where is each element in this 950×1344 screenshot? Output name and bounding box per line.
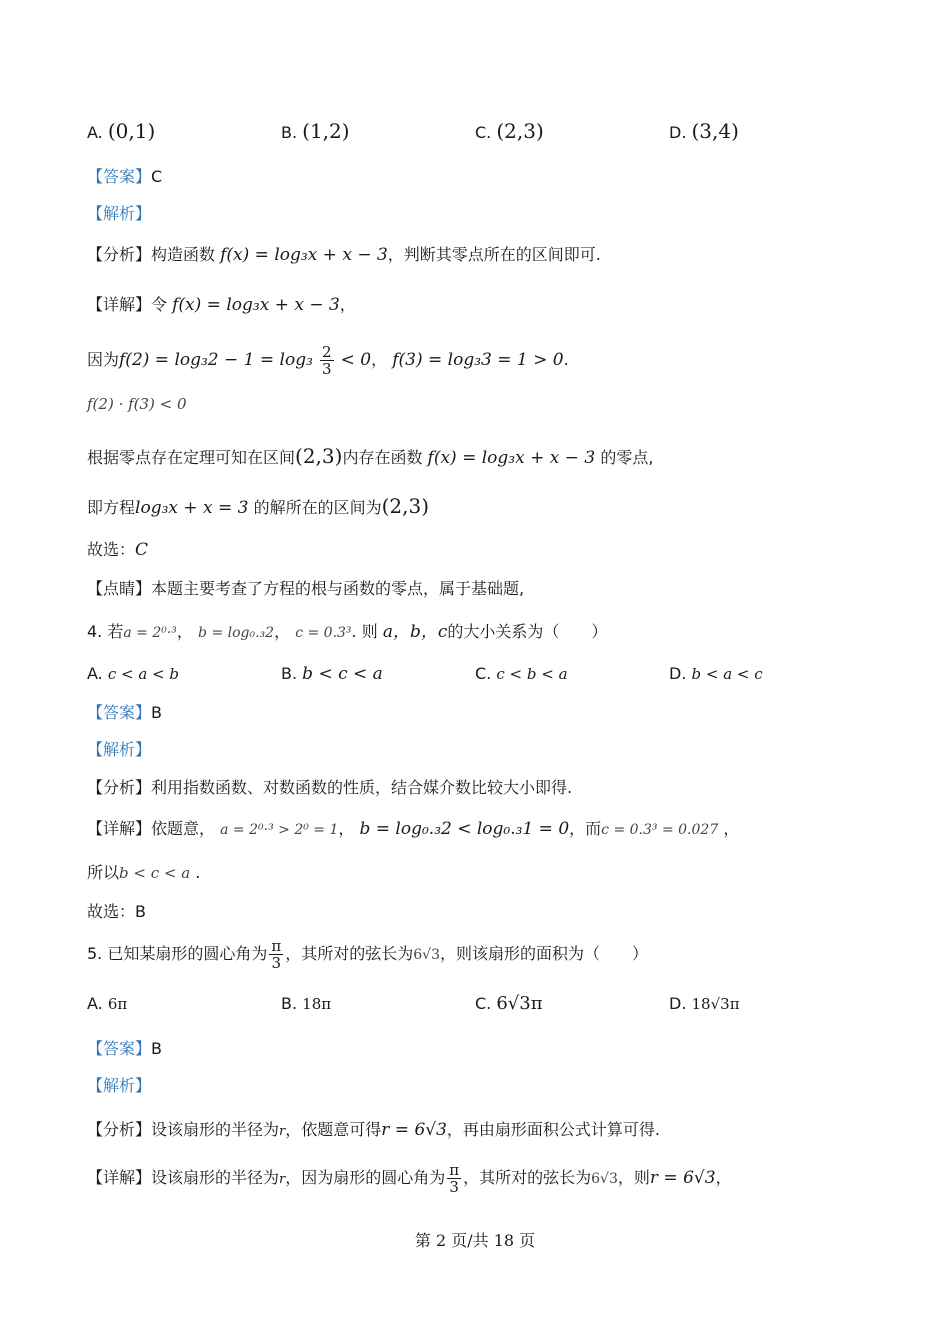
text: ，因为扇形的圆心角为 <box>285 1168 446 1187</box>
answer-value: C <box>151 167 163 186</box>
q5-option-d <box>669 993 740 1015</box>
q5-option-b <box>281 993 331 1015</box>
text: ，其所对的弦长为 <box>463 1168 592 1187</box>
text: . <box>195 863 201 882</box>
text: . <box>563 350 569 369</box>
analysis-tag: 【解析】 <box>87 1076 152 1095</box>
math-expression: a = 2⁰·³ > 2⁰ = 1 <box>220 822 339 838</box>
math-expression: 6√3 <box>413 947 440 963</box>
q4-option-c <box>475 663 568 685</box>
text: ，而 <box>569 819 602 838</box>
option-letter: A. <box>87 664 103 683</box>
option-value: (1,2) <box>302 119 350 143</box>
q3-option-b <box>281 120 350 144</box>
math-expression: f(x) = log₃x + x − 3 <box>220 245 388 265</box>
text: ， <box>723 819 740 838</box>
answer-value: B <box>151 703 162 722</box>
math-expression: r <box>279 1172 286 1187</box>
text: ，依题意可得 <box>285 1120 382 1139</box>
q3-theorem <box>87 445 653 469</box>
page-footer: 第 2 页/共 18 页 <box>414 1231 536 1250</box>
text: 根据零点存在定理可知在区间 <box>87 448 296 467</box>
text: 依题意， <box>151 819 216 838</box>
fenxi-tag: 【分析】 <box>87 778 152 797</box>
detail-tag: 【详解】 <box>87 295 152 314</box>
numerator: 2 <box>322 343 332 361</box>
analysis-tag: 【解析】 <box>87 740 152 759</box>
q3-option-c <box>475 120 544 144</box>
q3-option-a <box>87 120 155 144</box>
option-letter: A. <box>87 994 103 1013</box>
q3-comment <box>87 578 524 600</box>
option-letter: D. <box>669 994 687 1013</box>
option-letter: B. <box>281 994 298 1013</box>
denominator: 3 <box>271 954 282 972</box>
text: 故选： <box>87 540 136 559</box>
answer-tag: 【答案】 <box>87 167 152 186</box>
text: 构造函数 <box>151 245 216 264</box>
text: ，其所对的弦长为 <box>285 944 414 963</box>
option-value: 6π <box>107 995 128 1013</box>
text: 的大小关系为（ ） <box>447 622 608 641</box>
text: ，则 <box>617 1168 650 1187</box>
math-expression: b < c < a <box>119 864 191 882</box>
option-letter: B. <box>281 123 298 142</box>
fraction <box>320 344 334 377</box>
math-expression: f(3) = log₃3 = 1 > 0 <box>392 350 564 370</box>
option-value: (2,3) <box>496 119 544 143</box>
option-letter: A. <box>87 123 103 142</box>
fenxi-tag: 【分析】 <box>87 1120 152 1139</box>
option-letter: B. <box>281 664 298 683</box>
math-expression: f(x) = log₃x + x − 3 <box>172 295 340 315</box>
q3-equation <box>87 495 429 519</box>
denominator: 3 <box>322 360 332 378</box>
math-expression: f(x) = log₃x + x − 3 <box>427 448 596 468</box>
math-expression: r <box>279 1124 286 1139</box>
text: 因为 <box>87 350 120 369</box>
text: 的零点, <box>600 448 654 467</box>
numerator: π <box>449 1161 460 1179</box>
q5-detail <box>87 1158 732 1200</box>
q4-option-d <box>669 663 763 685</box>
detail-tag: 【详解】 <box>87 1168 152 1187</box>
math-expression: f(2) · f(3) < 0 <box>87 395 187 413</box>
answer-tag: 【答案】 <box>87 1039 152 1058</box>
q5-option-a <box>87 993 127 1015</box>
answer-tag: 【答案】 <box>87 703 152 722</box>
option-value: c < a < b <box>107 665 179 683</box>
text: ， <box>339 295 356 314</box>
math-expression: 6√3 <box>591 1171 618 1187</box>
option-value: b < a < c <box>691 665 763 683</box>
text: 内存在函数 <box>342 448 423 467</box>
text: ， <box>274 622 291 641</box>
math-expression: b = log₀.₃2 < log₀.₃1 = 0 <box>359 819 570 839</box>
q5-option-c <box>475 993 543 1015</box>
q4-fenxi <box>87 777 572 799</box>
math-expression: C <box>135 540 149 560</box>
math-interval: (2,3) <box>295 444 343 468</box>
analysis-tag: 【解析】 <box>87 204 152 223</box>
text: 故选：B <box>87 902 146 921</box>
q5-answer <box>87 1038 162 1060</box>
q3-product <box>87 393 187 415</box>
math-expression: a = 2⁰·³ <box>123 625 177 641</box>
text: 5. 已知某扇形的圆心角为 <box>87 944 268 963</box>
q3-answer <box>87 166 162 188</box>
text: ，再由扇形面积公式计算可得. <box>446 1120 661 1139</box>
fraction <box>447 1162 461 1195</box>
text: ， <box>371 350 388 369</box>
q3-choose <box>87 539 148 561</box>
option-value: c < b < a <box>496 665 568 683</box>
option-value: (0,1) <box>107 119 156 143</box>
q4-option-b <box>281 663 383 685</box>
text: 即方程 <box>87 498 136 517</box>
q5-stem <box>87 934 648 975</box>
math-expression: r = 6√3 <box>381 1120 447 1140</box>
option-letter: D. <box>669 664 687 683</box>
math-interval: (2,3) <box>381 494 430 518</box>
q4-choose <box>87 901 146 923</box>
comment-tag: 【点睛】 <box>87 579 152 598</box>
math-expression: < 0 <box>340 350 372 370</box>
text: 设该扇形的半径为 <box>151 1168 280 1187</box>
option-value: 18π <box>302 995 332 1013</box>
text: . 则 <box>351 622 378 641</box>
text: ，判断其零点所在的区间即可. <box>387 245 601 264</box>
text: ， <box>715 1168 732 1187</box>
text: ， <box>338 819 355 838</box>
math-expression: c = 0.3³ = 0.027 <box>601 822 719 838</box>
q4-analysis-heading <box>87 739 151 761</box>
option-value: 18√3π <box>691 995 740 1013</box>
numerator: π <box>271 937 282 955</box>
q3-option-d <box>669 120 739 144</box>
option-letter: C. <box>475 664 492 683</box>
option-letter: C. <box>475 994 492 1013</box>
text: 设该扇形的半径为 <box>151 1120 280 1139</box>
text: ，则该扇形的面积为（ ） <box>439 944 648 963</box>
q5-analysis-heading <box>87 1075 151 1097</box>
option-letter: C. <box>475 123 492 142</box>
option-value: (3,4) <box>691 119 739 143</box>
q3-fenxi <box>87 244 601 266</box>
denominator: 3 <box>449 1178 459 1196</box>
math-expression: a，b，c <box>382 622 448 642</box>
math-expression: f(2) = log₃2 − 1 = log₃ <box>119 350 313 370</box>
q3-detail <box>87 294 356 316</box>
text: ， <box>176 622 193 641</box>
text: 的解所在的区间为 <box>253 498 382 517</box>
fenxi-tag: 【分析】 <box>87 245 152 264</box>
text: 利用指数函数、对数函数的性质，结合媒介数比较大小即得. <box>151 778 573 797</box>
text: 本题主要考查了方程的根与函数的零点，属于基础题, <box>151 579 525 598</box>
q4-so <box>87 862 200 884</box>
text: 所以 <box>87 863 120 882</box>
q4-detail <box>87 818 739 841</box>
detail-tag: 【详解】 <box>87 819 152 838</box>
text: 4. 若 <box>87 622 124 641</box>
q5-fenxi <box>87 1119 660 1143</box>
option-value: b < c < a <box>302 664 383 684</box>
math-expression: r = 6√3 <box>649 1168 716 1188</box>
q4-answer <box>87 702 162 724</box>
text: 令 <box>151 295 168 314</box>
q3-analysis-heading <box>87 203 151 225</box>
math-expression: b = log₀.₃2 <box>198 625 275 641</box>
q3-because <box>87 344 569 377</box>
math-expression: c = 0.3³ <box>295 625 352 641</box>
math-expression: log₃x + x = 3 <box>135 498 249 518</box>
option-value: 6√3π <box>496 993 543 1014</box>
fraction <box>269 938 283 971</box>
q4-option-a <box>87 663 179 685</box>
answer-value: B <box>151 1039 162 1058</box>
q4-stem <box>87 621 607 644</box>
option-letter: D. <box>669 123 687 142</box>
